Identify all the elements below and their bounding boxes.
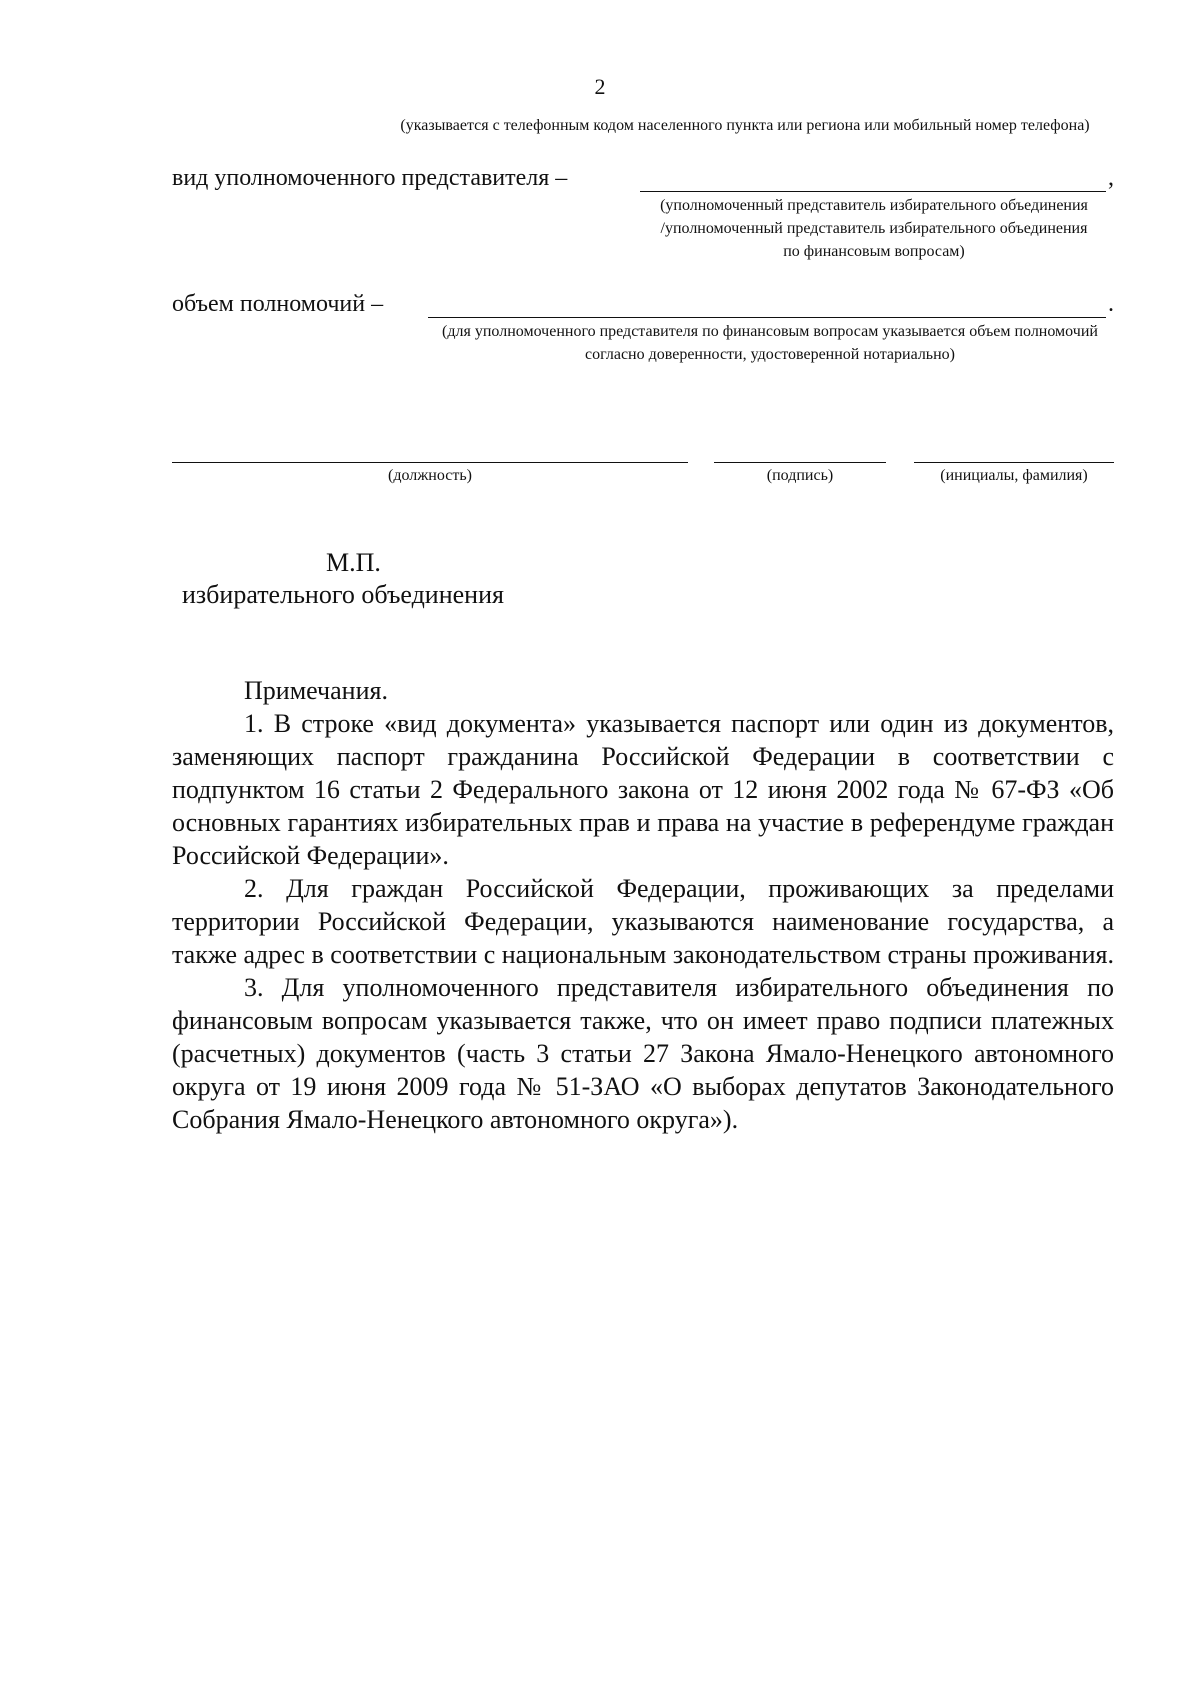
note-item: 3. Для уполномоченного представителя избирательного объединения по финансовым вопросам указывается также, что он имеет право подписи платежных (расчетных) документов (часть 3 статьи 27 Закона Ямало-Ненецкого автономного округа от 19 июня 2009 года № 51-ЗАО «О выборах депутатов Законодательного Собрания Ямало-Ненецкого автономного округа»). <box>172 973 1114 1134</box>
note-item: 2. Для граждан Российской Федерации, проживающих за пределами территории Российской Федерации, указываются наименование государства, а также адрес в соответствии с национальным законодательством страны проживания. <box>172 874 1114 969</box>
signature-field-line[interactable] <box>714 462 886 463</box>
seal-line-1: М.П. <box>326 548 381 577</box>
scope-label: объем полномочий – <box>172 291 384 317</box>
name-label: (инициалы, фамилия) <box>940 467 1088 484</box>
note-item: 1. В строке «вид документа» указывается паспорт или один из документов, заменяющих паспорт гражданина Российской Федерации в соответствии с подпунктом 16 статьи 2 Федерального закона от 12 июня 2002 года № 67-ФЗ «Об основных гарантиях избирательных прав и права на участие в референдуме граждан Российской Федерации». <box>172 709 1114 870</box>
rep-type-trailing: , <box>1108 165 1114 191</box>
phone-hint: (указывается с телефонным кодом населенного пункта или региона или мобильный номер телефона) <box>400 117 1090 134</box>
rep-type-label: вид уполномоченного представителя – <box>172 165 568 191</box>
position-label: (должность) <box>388 467 472 484</box>
page-number: 2 <box>594 74 606 99</box>
name-field-line[interactable] <box>914 462 1114 463</box>
notes-heading: Примечания. <box>244 676 388 705</box>
notes-section <box>172 674 1114 1136</box>
rep-type-hint: (уполномоченный представитель избирательного объединения /уполномоченный представитель избирательного объединения по финансовым вопросам) <box>660 197 1088 260</box>
seal-line-2: избирательного объединения <box>182 580 504 609</box>
position-field-line[interactable] <box>172 462 688 463</box>
scope-field-line[interactable] <box>428 317 1106 318</box>
rep-type-field-line[interactable] <box>640 191 1106 192</box>
scope-trailing: . <box>1108 291 1114 317</box>
signature-label: (подпись) <box>766 467 834 484</box>
scope-hint: (для уполномоченного представителя по финансовым вопросам указывается объем полномочий согласно доверенности, удостоверенной нотариально) <box>442 323 1098 363</box>
